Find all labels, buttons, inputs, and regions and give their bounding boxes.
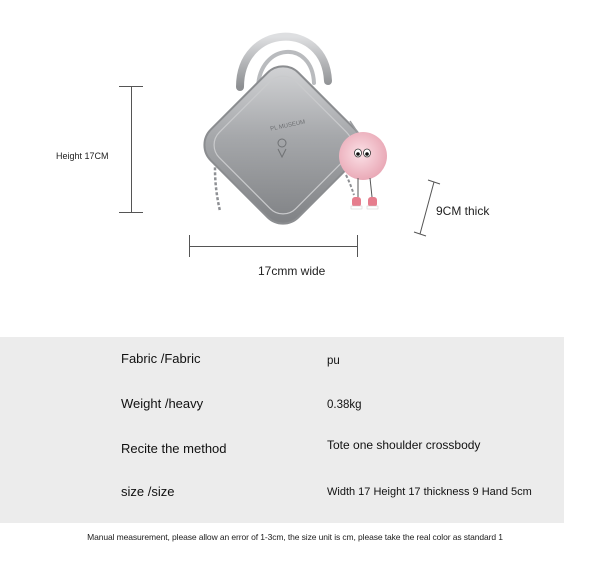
pompom-charm bbox=[339, 132, 387, 180]
spec-value: 0.38kg bbox=[327, 399, 362, 411]
spec-panel bbox=[0, 337, 564, 523]
bag-logo: PL MUSEUM bbox=[269, 119, 306, 133]
spec-label: Weight /heavy bbox=[121, 396, 204, 411]
spec-label: Fabric /Fabric bbox=[121, 351, 201, 366]
spec-value: Width 17 Height 17 thickness 9 Hand 5cm bbox=[327, 486, 532, 498]
spec-value: Tote one shoulder crossbody bbox=[327, 438, 481, 452]
spec-row-fabric bbox=[0, 351, 564, 371]
spec-label: Recite the method bbox=[121, 441, 227, 456]
width-label: 17cmm wide bbox=[258, 264, 326, 278]
measurement-note: Manual measurement, please allow an error of 1-3cm, the size unit is cm, please take the real color as standard 1 bbox=[87, 532, 503, 542]
spec-row-size bbox=[0, 484, 564, 504]
height-label: Height 17CM bbox=[56, 151, 109, 161]
thickness-label: 9CM thick bbox=[436, 204, 490, 218]
handbag-image bbox=[200, 25, 410, 247]
spec-row-weight bbox=[0, 396, 564, 416]
spec-value: pu bbox=[327, 355, 340, 367]
spec-row-method bbox=[0, 438, 564, 461]
spec-label: size /size bbox=[121, 484, 175, 499]
